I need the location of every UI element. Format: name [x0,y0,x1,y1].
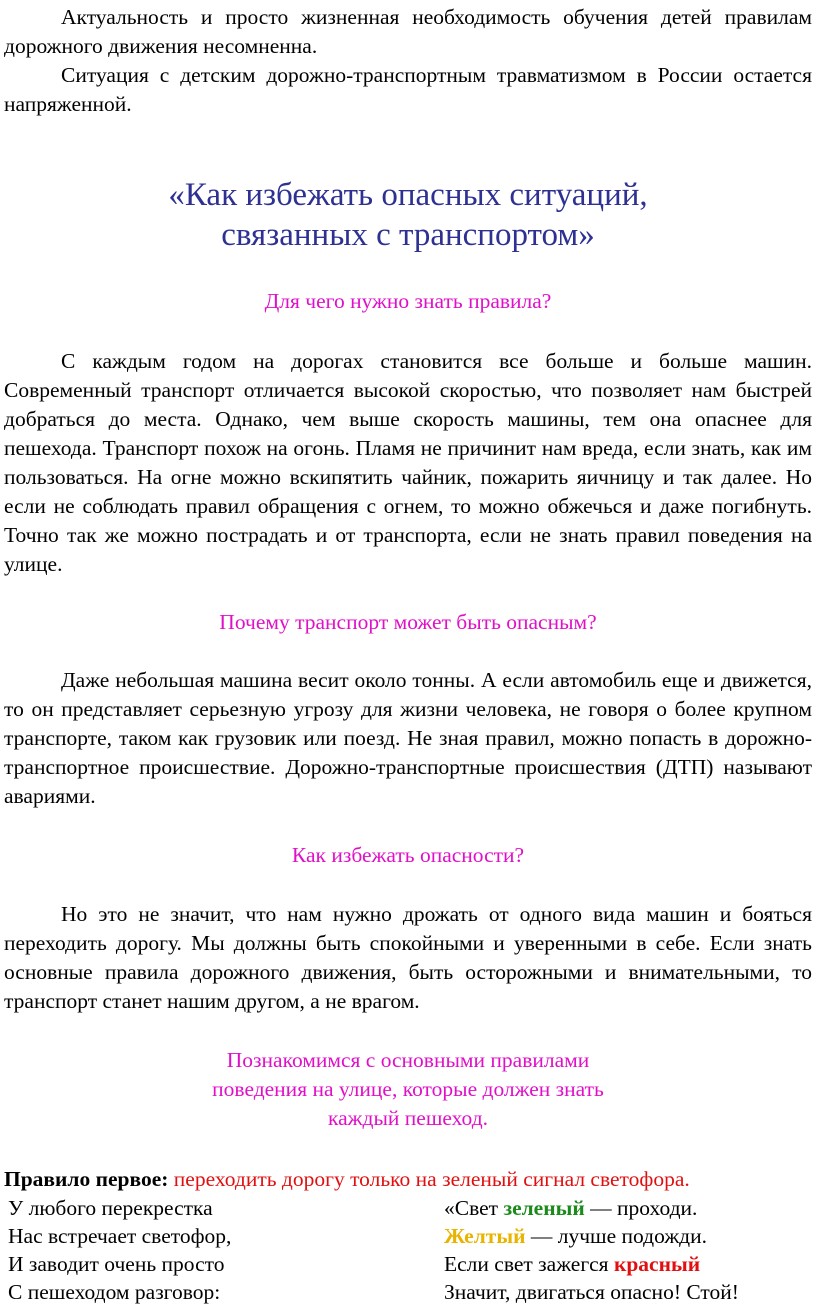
poem-row-3 [4,1250,816,1278]
poem-left-line-4: С пешеходом разговор: [8,1280,221,1304]
poem-right-1-start: «Свет [444,1196,504,1220]
section-3-text: Но это не значит, что нам нужно дрожать от одного вида машин и бояться переходить дорогу. Мы должны быть спокойными и уверенными в себе. Если знать основные правила дорожного движения, быть осторожными и внимательными, то транспорт станет нашим другом, а не врагом. [4,902,812,1013]
section-2-heading: Почему транспорт может быть опасным? [219,610,597,634]
document-title-line-1: «Как избежать опасных ситуаций, [168,177,648,213]
rules-intro-line-2: поведения на улице, которые должен знать [212,1077,604,1101]
rule-1-text: переходить дорогу только на зеленый сигнал светофора. [173,1167,690,1191]
rules-intro-line-1: Познакомимся с основными правилами [226,1048,590,1072]
document-title-line-2: связанных с транспортом» [221,217,595,253]
rule-1-label: Правило первое: [4,1167,169,1191]
section-1-text: С каждым годом на дорогах становится все больше и больше машин. Современный транспорт отличается высокой скоростью, что позволяет нам быстрей добраться до места. Однако, чем выше скорость машины, тем она опаснее для пешехода. Транспорт похож на огонь. Пламя не причинит нам вреда, если знать, как им пользоваться. На огне можно вскипятить чайник, пожарить яичницу и так далее. Но если не соблюдать правил обращения с огнем, то можно обжечься и даже погибнуть. Точно так же можно пострадать и от транспорта, если не знать правил поведения на улице. [4,349,812,576]
poem-row-1 [4,1194,816,1222]
rule-1 [0,1165,816,1194]
traffic-light-poem [0,1194,816,1306]
poem-right-line-2 [444,1222,707,1250]
poem-right-1-end: — проходи. [584,1196,698,1220]
poem-right-3-start: Если свет зажегся [444,1252,614,1276]
section-1-heading: Для чего нужно знать правила? [264,289,552,313]
poem-right-line-3 [444,1250,700,1278]
section-3-heading: Как избежать опасности? [291,843,525,867]
yellow-word: Желтый [444,1224,526,1248]
poem-right-2-end: — лучше подожди. [525,1224,707,1248]
poem-right-line-1 [444,1194,697,1222]
poem-left-line-2: Нас встречает светофор, [8,1224,232,1248]
poem-right-line-4: Значит, двигаться опасно! Стой! [444,1280,739,1304]
green-word: зеленый [503,1196,585,1220]
section-2-text: Даже небольшая машина весит около тонны. А если автомобиль еще и движется, то он представляет серьезную угрозу для жизни человека, не говоря о более крупном транспорте, таком как грузовик или поезд. Не зная правил, можно попасть в дорожно-транспортное происшествие. Дорожно-транспортные происшествия (ДТП) называют авариями. [4,668,812,808]
poem-row-2 [4,1222,816,1250]
poem-row-4 [4,1278,816,1306]
intro-paragraph-1: Актуальность и просто жизненная необходимость обучения детей правилам дорожного движения несомненна. [4,5,812,58]
rules-intro-line-3: каждый пешеход. [327,1106,489,1130]
intro-paragraph-2: Ситуация с детским дорожно-транспортным травматизмом в России остается напряженной. [4,63,812,116]
red-word: красный [613,1252,701,1276]
poem-left-line-3: И заводит очень просто [8,1252,225,1276]
poem-left-line-1: У любого перекрестка [8,1196,213,1220]
